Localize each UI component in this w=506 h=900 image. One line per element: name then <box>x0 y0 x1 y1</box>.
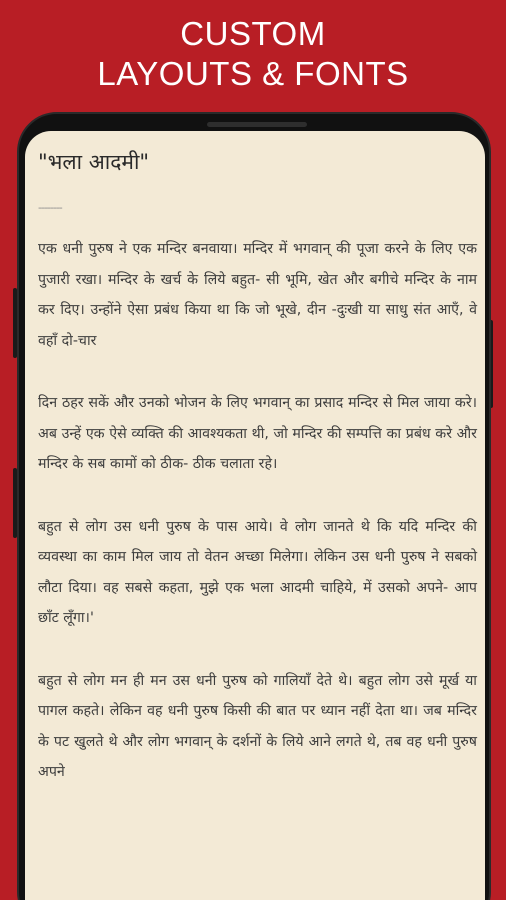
story-paragraph: एक धनी पुरुष ने एक मन्दिर बनवाया। मन्दिर में भगवान् की पूजा करने के लिए एक पुजारी रखा। मन्दिर के खर्च के लिये बहुत- सी भूमि, खेत और बगीचे मन्दिर के नाम कर दिए। उन्होंने ऐसा प्रबंध किया था कि जो भूखे, दीन -दुःखी या साधु संत आएँ, वे वहाँ दो-चार <box>38 241 477 349</box>
reader-screen[interactable] <box>25 131 485 900</box>
story-paragraph: बहुत से लोग उस धनी पुरुष के पास आये। वे लोग जानते थे कि यदि मन्दिर की व्यवस्था का काम मिल जाय तो वेतन अच्छा मिलेगा। लेकिन उस धनी पुरुष ने सबको लौटा दिया। वह सबसे कहता, मुझे एक भला आदमी चाहिये, में उसको अपने- आप छाँट लूँगा।' <box>38 518 477 626</box>
phone-frame <box>17 112 491 900</box>
story-paragraph: दिन ठहर सकें और उनको भोजन के लिए भगवान् का प्रसाद मन्दिर से मिल जाया करे। अब उन्हें एक ऐसे व्यक्ति की आवश्यकता थी, जो मन्दिर की सम्पत्ति का प्रबंध करे और मन्दिर के सब कामों को ठीक- ठीक चलाता रहे। <box>38 395 477 472</box>
story-paragraph: बहुत से लोग मन ही मन उस धनी पुरुष को गालियाँ देते थे। बहुत लोग उसे मूर्ख या पागल कहते। लेकिन वह धनी पुरुष किसी की बात पर ध्यान नहीं देता था। जब मन्दिर के पट खुलते थे और लोग भगवान् के दर्शनों के लिये आने लगते थे, तब वह धनी पुरुष अपने <box>38 672 477 780</box>
promo-line-2: LAYOUTS & FONTS <box>97 55 409 92</box>
promo-line-1: CUSTOM <box>180 15 326 52</box>
story-content <box>38 146 477 788</box>
phone-speaker <box>207 122 307 127</box>
story-title: "भला आदमी" <box>38 150 150 174</box>
title-divider: -------- <box>38 201 62 214</box>
promo-heading <box>0 14 506 94</box>
